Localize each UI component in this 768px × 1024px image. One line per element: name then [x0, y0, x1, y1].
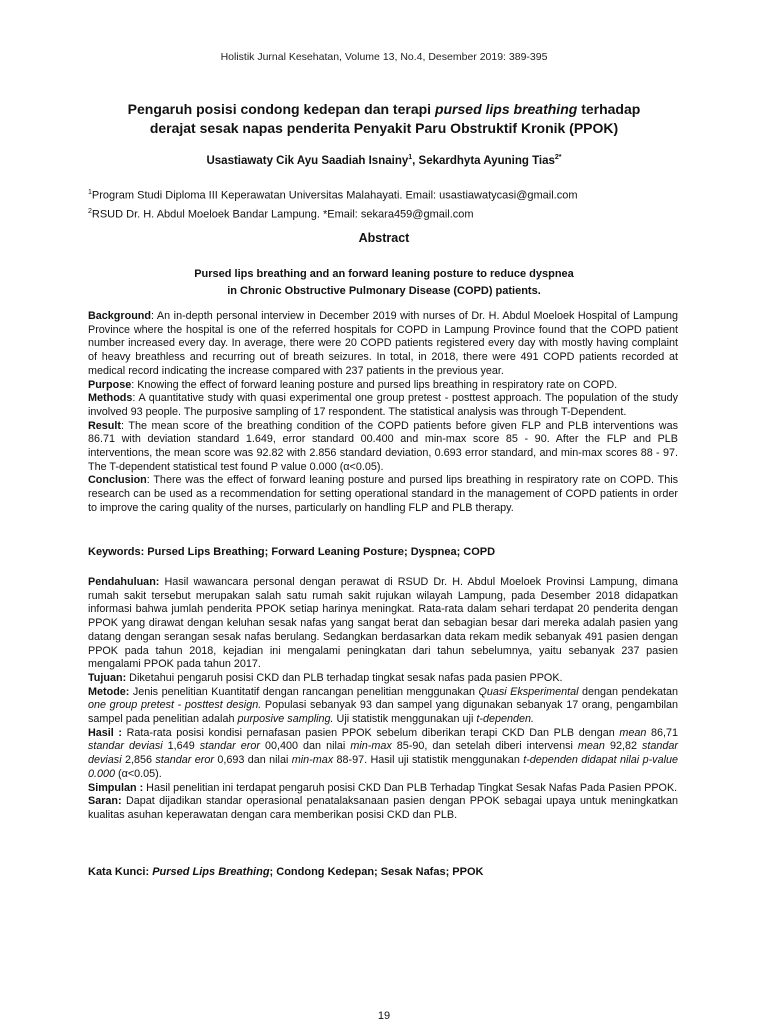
author-list [0, 154, 768, 167]
metode-label: Metode: [88, 685, 130, 698]
kata-kunci [88, 866, 678, 878]
metode-text-2: dengan pendekatan [578, 685, 678, 698]
author-1-sup: 1 [408, 154, 413, 161]
pendahuluan-label: Pendahuluan: [88, 576, 160, 588]
hasil-italic-7: standar eror [155, 754, 214, 767]
kata-kunci-label: Kata Kunci: [88, 866, 153, 878]
hasil-italic-5: mean [577, 740, 605, 753]
abstract-heading: Abstract [358, 231, 410, 245]
author-separator: , [412, 154, 419, 167]
purpose-paragraph [88, 379, 678, 393]
hasil-label: Hasil : [88, 726, 123, 739]
metode-paragraph [88, 686, 678, 727]
kata-kunci-rest: ; Condong Kedepan; Sesak Nafas; PPOK [269, 866, 484, 878]
metode-text-4: Uji statistik menggunakan uji [333, 713, 477, 726]
background-text: : An in-depth personal interview in December 2019 with nurses of Dr. H. Abdul Moeloek Hospital of Lampung Province where the hospital is one of the referred hospitals for COPD in Lampung Province found that the COPD patient number increased every day. In average, there were 20 COPD patients registered every day with mostly having complaint of heavy breathless and recurring out of breath seizures. In total, in 2018, there were 491 COPD patients recorded at medical record indicating the increase compared with 237 patients in the previous year. [88, 310, 678, 377]
conclusion-label: Conclusion [88, 474, 147, 487]
tujuan-text: Diketahui pengaruh posisi CKD dan PLB terhadap tingkat sesak nafas pada pasien PPOK. [126, 671, 563, 684]
title-part1: Pengaruh posisi condong kedepan dan terapi [127, 101, 435, 117]
english-title-line2: in Chronic Obstructive Pulmonary Disease (COPD) patients. [227, 285, 541, 297]
author-2-sup: 2* [554, 154, 562, 161]
hasil-italic-8: min-max [291, 754, 334, 767]
metode-italic-4: t-dependen. [476, 713, 534, 726]
conclusion-paragraph [88, 474, 678, 515]
english-title [100, 266, 668, 300]
hasil-text-5: 85-90, dan setelah diberi intervensi [391, 740, 578, 753]
tujuan-label: Tujuan: [88, 671, 127, 684]
hasil-text-9: 88-97. Hasil uji statistik menggunakan [333, 754, 524, 767]
purpose-label: Purpose [88, 378, 132, 391]
author-2: Sekardhyta Ayuning Tias [418, 154, 555, 167]
metode-text-1: Jenis penelitian Kuantitatif dengan rancangan penelitian menggunakan [129, 685, 479, 698]
tujuan-paragraph [88, 672, 678, 686]
paper-title [100, 100, 668, 138]
saran-text: Dapat dijadikan standar operasional penatalaksanaan pasien dengan PPOK sebagai upaya untuk meningkatkan kualitas asuhan keperawatan dengan cara memberikan posisi CKD dan PLB. [88, 795, 678, 821]
journal-header: Holistik Jurnal Kesehatan, Volume 13, No.4, Desember 2019: 389-395 [220, 51, 548, 63]
title-line2: derajat sesak napas penderita Penyakit Paru Obstruktif Kronik (PPOK) [149, 120, 619, 136]
affiliation-1-sup: 1 [88, 189, 92, 196]
affiliation-1-text: Program Studi Diploma III Keperawatan Universitas Malahayati. Email: usastiawatycasi@gmail.com [91, 189, 578, 202]
affiliation-1 [88, 185, 688, 204]
background-label: Background [88, 310, 151, 322]
kata-kunci-italic: Pursed Lips Breathing [152, 866, 270, 878]
page-number: 19 [377, 1010, 391, 1022]
hasil-text-8: 0,693 dan nilai [213, 754, 292, 767]
metode-italic-2: one group pretest - posttest design. [88, 699, 262, 712]
methods-paragraph [88, 392, 678, 419]
hasil-italic-6: standar deviasi [88, 740, 679, 767]
result-paragraph [88, 420, 678, 475]
hasil-paragraph [88, 727, 678, 782]
hasil-text-3: 1,649 [162, 740, 200, 753]
background-paragraph [88, 310, 678, 379]
metode-italic-3: purposive sampling. [237, 713, 334, 726]
hasil-text-4: 00,400 dan nilai [259, 740, 351, 753]
hasil-italic-9: t-dependen didapat nilai p-value 0.000 [88, 754, 678, 780]
simpulan-label: Simpulan : [88, 781, 144, 794]
title-italic: pursed lips breathing [434, 101, 578, 117]
keywords: Keywords: Pursed Lips Breathing; Forward Leaning Posture; Dyspnea; COPD [88, 546, 496, 558]
english-title-line1: Pursed lips breathing and an forward leaning posture to reduce dyspnea [194, 268, 574, 280]
author-1: Usastiawaty Cik Ayu Saadiah Isnainy [206, 154, 409, 167]
methods-label: Methods [88, 392, 133, 405]
hasil-italic-1: mean [619, 726, 647, 739]
methods-text: : A quantitative study with quasi experimental one group pretest - posttest approach. The population of the study involved 93 people. The purposive sampling of 17 respondent. The statistical analysis was through T-Dependent. [88, 392, 678, 418]
purpose-text: : Knowing the effect of forward leaning posture and pursed lips breathing in respiratory rate on COPD. [131, 378, 618, 391]
saran-label: Saran: [88, 795, 122, 808]
result-text: : The mean score of the breathing condition of the COPD patients before given FLP and PLB interventions was 86.71 with deviation standard 1.649, error standard 00.400 and min-max score 85 - 90. After the FLP and PLB interventions, the mean score was 92.82 with 2.856 standard deviation, 0.693 error standard, and min-max scores 88 - 97. The T-dependent statistical test found P value 0.000 (α<0.05). [88, 419, 678, 473]
pendahuluan-paragraph [88, 576, 678, 672]
simpulan-paragraph [88, 782, 678, 796]
hasil-italic-3: standar eror [199, 740, 260, 753]
hasil-text-10: (α<0.05). [115, 767, 162, 780]
result-label: Result [88, 419, 121, 432]
affiliation-2-sup: 2 [88, 207, 92, 215]
metode-italic-1: Quasi Eksperimental [478, 685, 579, 698]
hasil-text-7: 2,856 [121, 754, 156, 767]
conclusion-text: : There was the effect of forward leaning posture and pursed lips breathing in respiratory rate on COPD. This research can be used as a recommendation for setting operational standard in the management of COPD patients in order to improve the caring quality of the nurses, particularly on handling FLP and PLB therapy. [88, 474, 678, 514]
hasil-italic-4: min-max [350, 740, 392, 753]
saran-paragraph [88, 795, 678, 822]
title-part2: terhadap [577, 101, 641, 117]
indonesian-abstract [88, 576, 678, 823]
hasil-italic-2: standar deviasi [88, 740, 163, 753]
hasil-text-2: 86,71 [646, 726, 678, 739]
english-abstract [88, 310, 678, 516]
affiliation-2 [88, 204, 688, 223]
simpulan-text: Hasil penelitian ini terdapat pengaruh posisi CKD Dan PLB Terhadap Tingkat Sesak Nafas Pada Pasien PPOK. [143, 781, 678, 794]
pendahuluan-text: Hasil wawancara personal dengan perawat di RSUD Dr. H. Abdul Moeloek Provinsi Lampung, dimana rumah sakit tersebut merupakan salah satu rumah sakit rujukan wilayah Lampung, pada Desember 2018 didapatkan informasi bahwa jumlah penderita PPOK setiap harinya meningkat. Rata-rata dalam sehari terdapat 20 penderita dengan PPOK yang dirawat dengan keluhan sesak nafas yang sangat berat dan sebagian besar dari mereka adalah pasien yang datang dengan serangan sesak nafas berulang. Sedangkan berdasarkan data rekam medik sebanyak 491 pasien dengan PPOK pada tahun 2018, kejadian ini mengalami peningkatan dari tahun sebelumnya, yaitu sebanyak 237 pasien mengalami PPOK pada tahun 2017. [88, 576, 678, 671]
affiliations [88, 185, 688, 222]
hasil-text-6: 92,82 [604, 740, 643, 753]
metode-text-3: Populasi sebanyak 93 dan sampel yang digunakan sebanyak 17 orang, pengambilan sampel pada penelitian adalah [88, 699, 679, 726]
hasil-text-1: Rata-rata posisi kondisi pernafasan pasien PPOK sebelum diberikan terapi CKD Dan PLB dengan [122, 726, 620, 739]
affiliation-2-text: RSUD Dr. H. Abdul Moeloek Bandar Lampung. *Email: sekara459@gmail.com [91, 208, 474, 221]
